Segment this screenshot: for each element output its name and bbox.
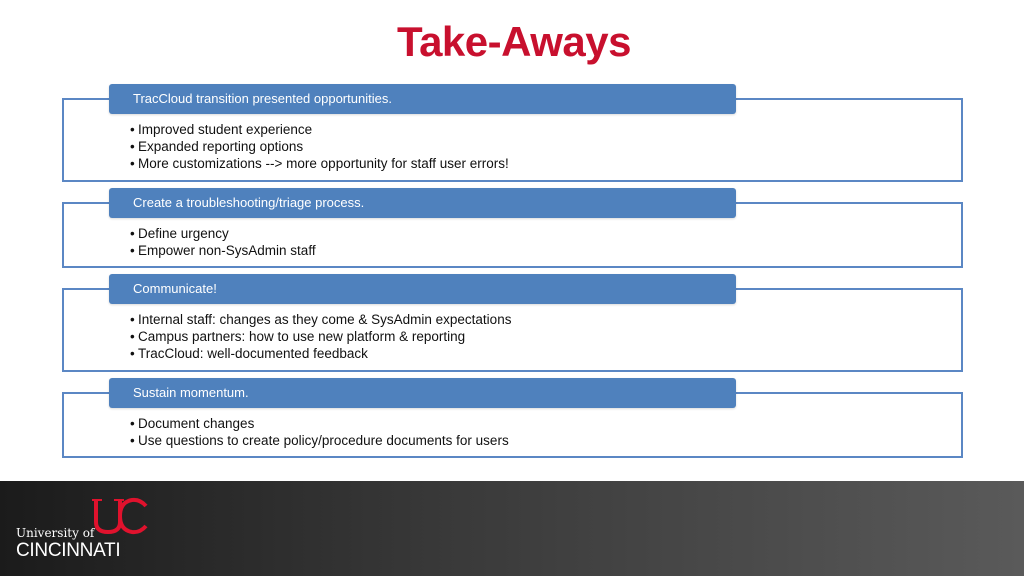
list-item: • Improved student experience	[130, 121, 509, 138]
section-heading: TracCloud transition presented opportunities.	[109, 84, 736, 114]
bullet-list	[130, 311, 511, 362]
list-item: • Empower non-SysAdmin staff	[130, 242, 316, 259]
section-heading: Sustain momentum.	[109, 378, 736, 408]
list-item: • TracCloud: well-documented feedback	[130, 345, 511, 362]
logo-line-university: University of	[16, 526, 95, 540]
bullet-list	[130, 225, 316, 259]
slide-title: Take-Aways	[397, 18, 631, 65]
uc-monogram-icon	[88, 496, 150, 536]
bullet-list	[130, 415, 509, 449]
list-item: • Document changes	[130, 415, 509, 432]
list-item: • More customizations --> more opportunity for staff user errors!	[130, 155, 509, 172]
university-logo	[16, 496, 156, 568]
list-item: • Define urgency	[130, 225, 316, 242]
section-heading: Create a troubleshooting/triage process.	[109, 188, 736, 218]
bullet-list	[130, 121, 509, 172]
logo-line-cincinnati: CINCINNATI	[16, 540, 121, 561]
list-item: • Expanded reporting options	[130, 138, 509, 155]
section-heading: Communicate!	[109, 274, 736, 304]
list-item: • Campus partners: how to use new platform & reporting	[130, 328, 511, 345]
list-item: • Use questions to create policy/procedure documents for users	[130, 432, 509, 449]
list-item: • Internal staff: changes as they come & SysAdmin expectations	[130, 311, 511, 328]
